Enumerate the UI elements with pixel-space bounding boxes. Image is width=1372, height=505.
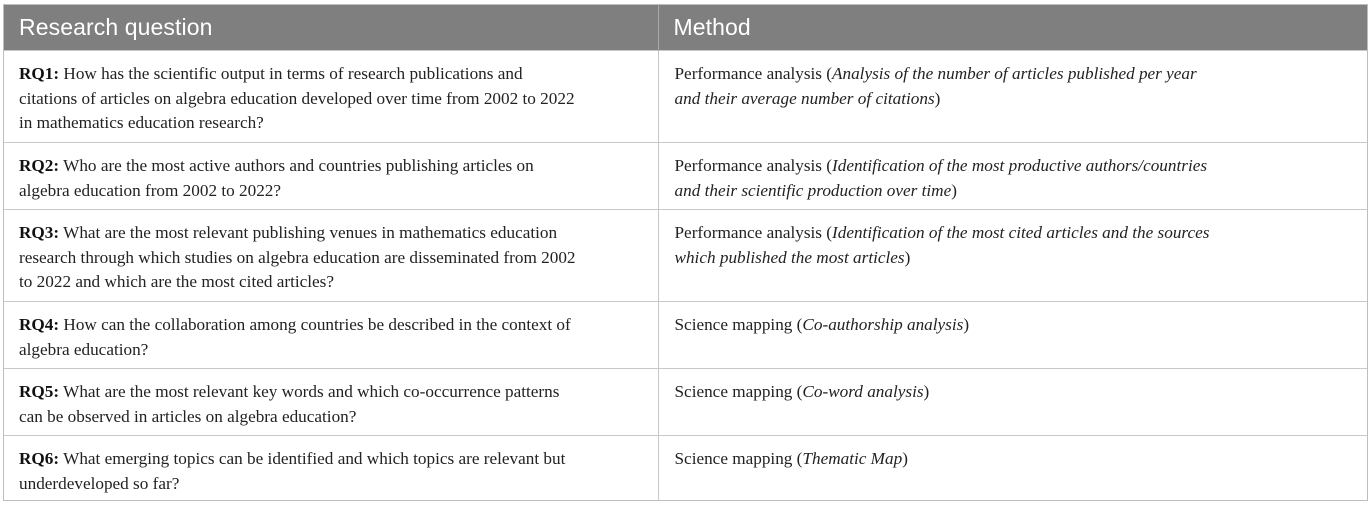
method-line bbox=[675, 62, 1354, 87]
method-cell bbox=[658, 436, 1367, 501]
rq-id: RQ2: bbox=[19, 156, 60, 175]
table-row-rq3 bbox=[4, 210, 1367, 302]
method-cell bbox=[658, 51, 1367, 143]
rq-id: RQ4: bbox=[19, 315, 60, 334]
method-line bbox=[675, 221, 1354, 246]
header-row bbox=[4, 5, 1367, 51]
question-cell bbox=[4, 210, 658, 302]
question-cell bbox=[4, 302, 658, 369]
method-close: ) bbox=[963, 315, 970, 334]
method-line bbox=[675, 246, 1354, 271]
method-close: ) bbox=[923, 382, 930, 401]
header-research-question: Research question bbox=[4, 5, 658, 51]
method-detail: which published the most articles bbox=[674, 247, 905, 267]
question-line bbox=[19, 313, 644, 338]
rq-id: RQ6: bbox=[19, 449, 60, 468]
question-line: citations of articles on algebra education developed over time from 2002 to 2022 bbox=[19, 88, 575, 108]
question-cell bbox=[4, 369, 658, 436]
rq-id: RQ1: bbox=[19, 64, 60, 83]
question-line bbox=[19, 447, 644, 472]
method-cell bbox=[658, 210, 1367, 302]
method-name: Science mapping ( bbox=[674, 315, 803, 334]
table-row-rq1 bbox=[4, 51, 1367, 143]
method-line bbox=[675, 179, 1354, 204]
question-line: underdeveloped so far? bbox=[19, 473, 180, 493]
method-close: ) bbox=[904, 247, 911, 267]
method-name: Performance analysis ( bbox=[674, 64, 832, 83]
question-line: algebra education? bbox=[19, 339, 149, 359]
question-line: to 2022 and which are the most cited articles? bbox=[19, 272, 334, 292]
method-close: ) bbox=[934, 88, 941, 108]
method-line bbox=[675, 87, 1354, 112]
question-line: can be observed in articles on algebra education? bbox=[19, 406, 357, 426]
research-questions-table bbox=[4, 5, 1367, 501]
question-line bbox=[19, 221, 644, 246]
question-text: What are the most relevant key words and which co-occurrence patterns bbox=[63, 382, 560, 401]
method-name: Science mapping ( bbox=[674, 449, 803, 468]
method-line bbox=[675, 447, 1354, 472]
method-cell bbox=[658, 143, 1367, 210]
table-header bbox=[4, 5, 1367, 51]
method-cell bbox=[658, 302, 1367, 369]
question-line: algebra education from 2002 to 2022? bbox=[19, 180, 282, 200]
method-detail: Analysis of the number of articles published per year bbox=[832, 64, 1197, 83]
table-row-rq6 bbox=[4, 436, 1367, 501]
question-line: research through which studies on algebra education are disseminated from 2002 bbox=[19, 247, 576, 267]
method-close: ) bbox=[951, 180, 957, 200]
question-cell bbox=[4, 143, 658, 210]
question-cell bbox=[4, 51, 658, 143]
method-line bbox=[675, 380, 1354, 405]
question-text: Who are the most active authors and countries publishing articles on bbox=[63, 156, 534, 175]
table-row-rq5 bbox=[4, 369, 1367, 436]
method-detail: and their average number of citations bbox=[674, 88, 935, 108]
question-text: How can the collaboration among countries be described in the context of bbox=[63, 315, 571, 334]
question-line bbox=[19, 154, 644, 179]
rq-id: RQ5: bbox=[19, 382, 60, 401]
method-detail: Thematic Map bbox=[802, 449, 903, 468]
method-cell bbox=[658, 369, 1367, 436]
method-close: ) bbox=[902, 449, 908, 468]
question-text: What are the most relevant publishing venues in mathematics education bbox=[63, 223, 558, 242]
research-questions-table-container bbox=[3, 4, 1368, 501]
question-cell bbox=[4, 436, 658, 501]
question-text: How has the scientific output in terms of research publications and bbox=[63, 64, 523, 83]
rq-id: RQ3: bbox=[19, 223, 60, 242]
method-line bbox=[675, 154, 1354, 179]
question-line bbox=[19, 62, 644, 87]
method-name: Performance analysis ( bbox=[674, 156, 832, 175]
method-detail: Co-word analysis bbox=[802, 382, 924, 401]
method-detail: Identification of the most cited articles and the sources bbox=[832, 223, 1210, 242]
method-name: Performance analysis ( bbox=[674, 223, 832, 242]
question-text: What emerging topics can be identified and which topics are relevant but bbox=[63, 449, 566, 468]
header-method: Method bbox=[658, 5, 1367, 51]
table-row-rq4 bbox=[4, 302, 1367, 369]
method-detail: Identification of the most productive authors/countries bbox=[832, 156, 1208, 175]
table-body bbox=[4, 51, 1367, 501]
table-row-rq2 bbox=[4, 143, 1367, 210]
question-line bbox=[19, 380, 644, 405]
method-line bbox=[675, 313, 1354, 338]
method-detail: Co-authorship analysis bbox=[802, 315, 964, 334]
method-detail: and their scientific production over time bbox=[674, 180, 952, 200]
question-line: in mathematics education research? bbox=[19, 113, 264, 133]
method-name: Science mapping ( bbox=[674, 382, 803, 401]
